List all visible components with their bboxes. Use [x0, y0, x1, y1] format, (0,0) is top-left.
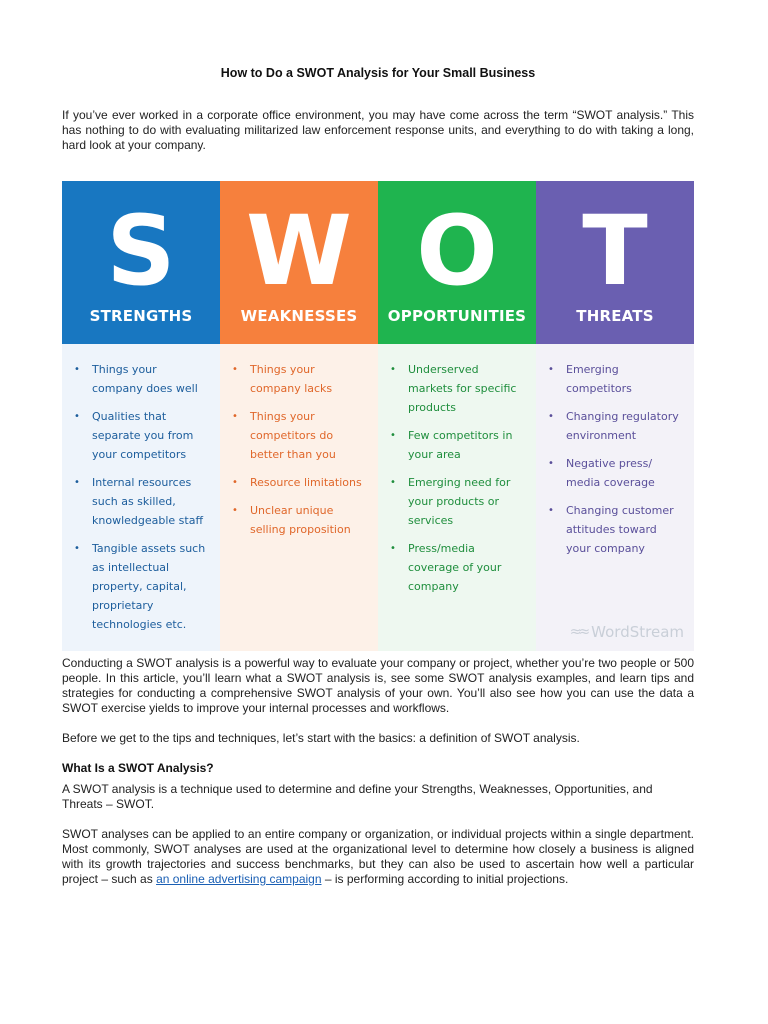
swot-header-weaknesses — [220, 181, 378, 344]
body-paragraph-4-text-b: – is performing according to initial projections. — [321, 872, 569, 886]
swot-body-threats — [536, 344, 694, 651]
list-item: • Things your company does well — [74, 360, 210, 398]
swot-graphic — [62, 181, 694, 651]
swot-body-weaknesses — [220, 344, 378, 651]
section-heading: What Is a SWOT Analysis? — [62, 761, 214, 775]
list-item: • Changing customer attitudes toward your company — [548, 501, 684, 558]
body-paragraph-3: A SWOT analysis is a technique used to determine and define your Strengths, Weaknesses, Opportunities, and Threats – SWOT. — [62, 782, 653, 811]
swot-letter-t: T — [582, 195, 648, 307]
document-title: How to Do a SWOT Analysis for Your Small Business — [220, 66, 536, 80]
body-paragraph-4 — [62, 827, 694, 887]
list-item: • Tangible assets such as intellectual property, capital, proprietary technologies etc. — [74, 539, 210, 634]
list-item: • Few competitors in your area — [390, 426, 526, 464]
list-item: • Internal resources such as skilled, knowledgeable staff — [74, 473, 210, 530]
swot-header-opportunities — [378, 181, 536, 344]
swot-label-threats: THREATS — [576, 307, 654, 325]
list-item: • Things your competitors do better than you — [232, 407, 368, 464]
list-item: • Underserved markets for specific products — [390, 360, 526, 417]
swot-label-opportunities: OPPORTUNITIES — [387, 307, 527, 325]
list-item: • Qualities that separate you from your competitors — [74, 407, 210, 464]
online-advertising-campaign-link[interactable]: an online advertising campaign — [156, 872, 322, 886]
list-item: • Press/media coverage of your company — [390, 539, 526, 596]
swot-column-threats — [536, 181, 694, 651]
list-item: • Resource limitations — [232, 473, 368, 492]
swot-letter-o: O — [416, 195, 498, 307]
wordstream-wave-icon: ≈≈ — [569, 624, 588, 640]
swot-label-weaknesses: WEAKNESSES — [240, 307, 358, 325]
list-item: • Unclear unique selling proposition — [232, 501, 368, 539]
body-paragraph-2: Before we get to the tips and techniques, let’s start with the basics: a definition of SWOT analysis. — [62, 731, 580, 745]
list-item: • Negative press/ media coverage — [548, 454, 684, 492]
swot-column-weaknesses — [220, 181, 378, 651]
list-item: • Emerging competitors — [548, 360, 684, 398]
swot-header-strengths — [62, 181, 220, 344]
intro-paragraph: If you’ve ever worked in a corporate office environment, you may have come across the term “SWOT analysis.” This has nothing to do with evaluating militarized law enforcement response units, and everything to do with taking a long, hard look at your company. — [62, 108, 694, 152]
wordstream-logo-text: WordStream — [591, 623, 684, 641]
swot-letter-w: W — [246, 195, 352, 307]
body-paragraph-4-text-a: SWOT analyses can be applied to an entire company or organization, or individual projects within a single department. Most commonly, SWOT analyses are used at the organizational level to determine how closely a business is aligned with its growth trajectories and success benchmarks, but they can also be used to ascertain how well a particular project – such as — [62, 827, 694, 886]
swot-column-strengths — [62, 181, 220, 651]
swot-body-opportunities — [378, 344, 536, 651]
swot-label-strengths: STRENGTHS — [89, 307, 193, 325]
swot-letter-s: S — [106, 195, 176, 307]
swot-column-opportunities — [378, 181, 536, 651]
swot-body-strengths — [62, 344, 220, 651]
list-item: • Things your company lacks — [232, 360, 368, 398]
swot-header-threats — [536, 181, 694, 344]
list-item: • Changing regulatory environment — [548, 407, 684, 445]
list-item: • Emerging need for your products or services — [390, 473, 526, 530]
wordstream-logo — [570, 623, 684, 641]
body-paragraph-1: Conducting a SWOT analysis is a powerful way to evaluate your company or project, whether you’re two people or 500 people. In this article, you’ll learn what a SWOT analysis is, see some SWOT analysis examples, and learn tips and strategies for conducting a comprehensive SWOT analysis of your own. You’ll also see how you can use the data a SWOT exercise yields to improve your internal processes and workflows. — [62, 656, 694, 715]
